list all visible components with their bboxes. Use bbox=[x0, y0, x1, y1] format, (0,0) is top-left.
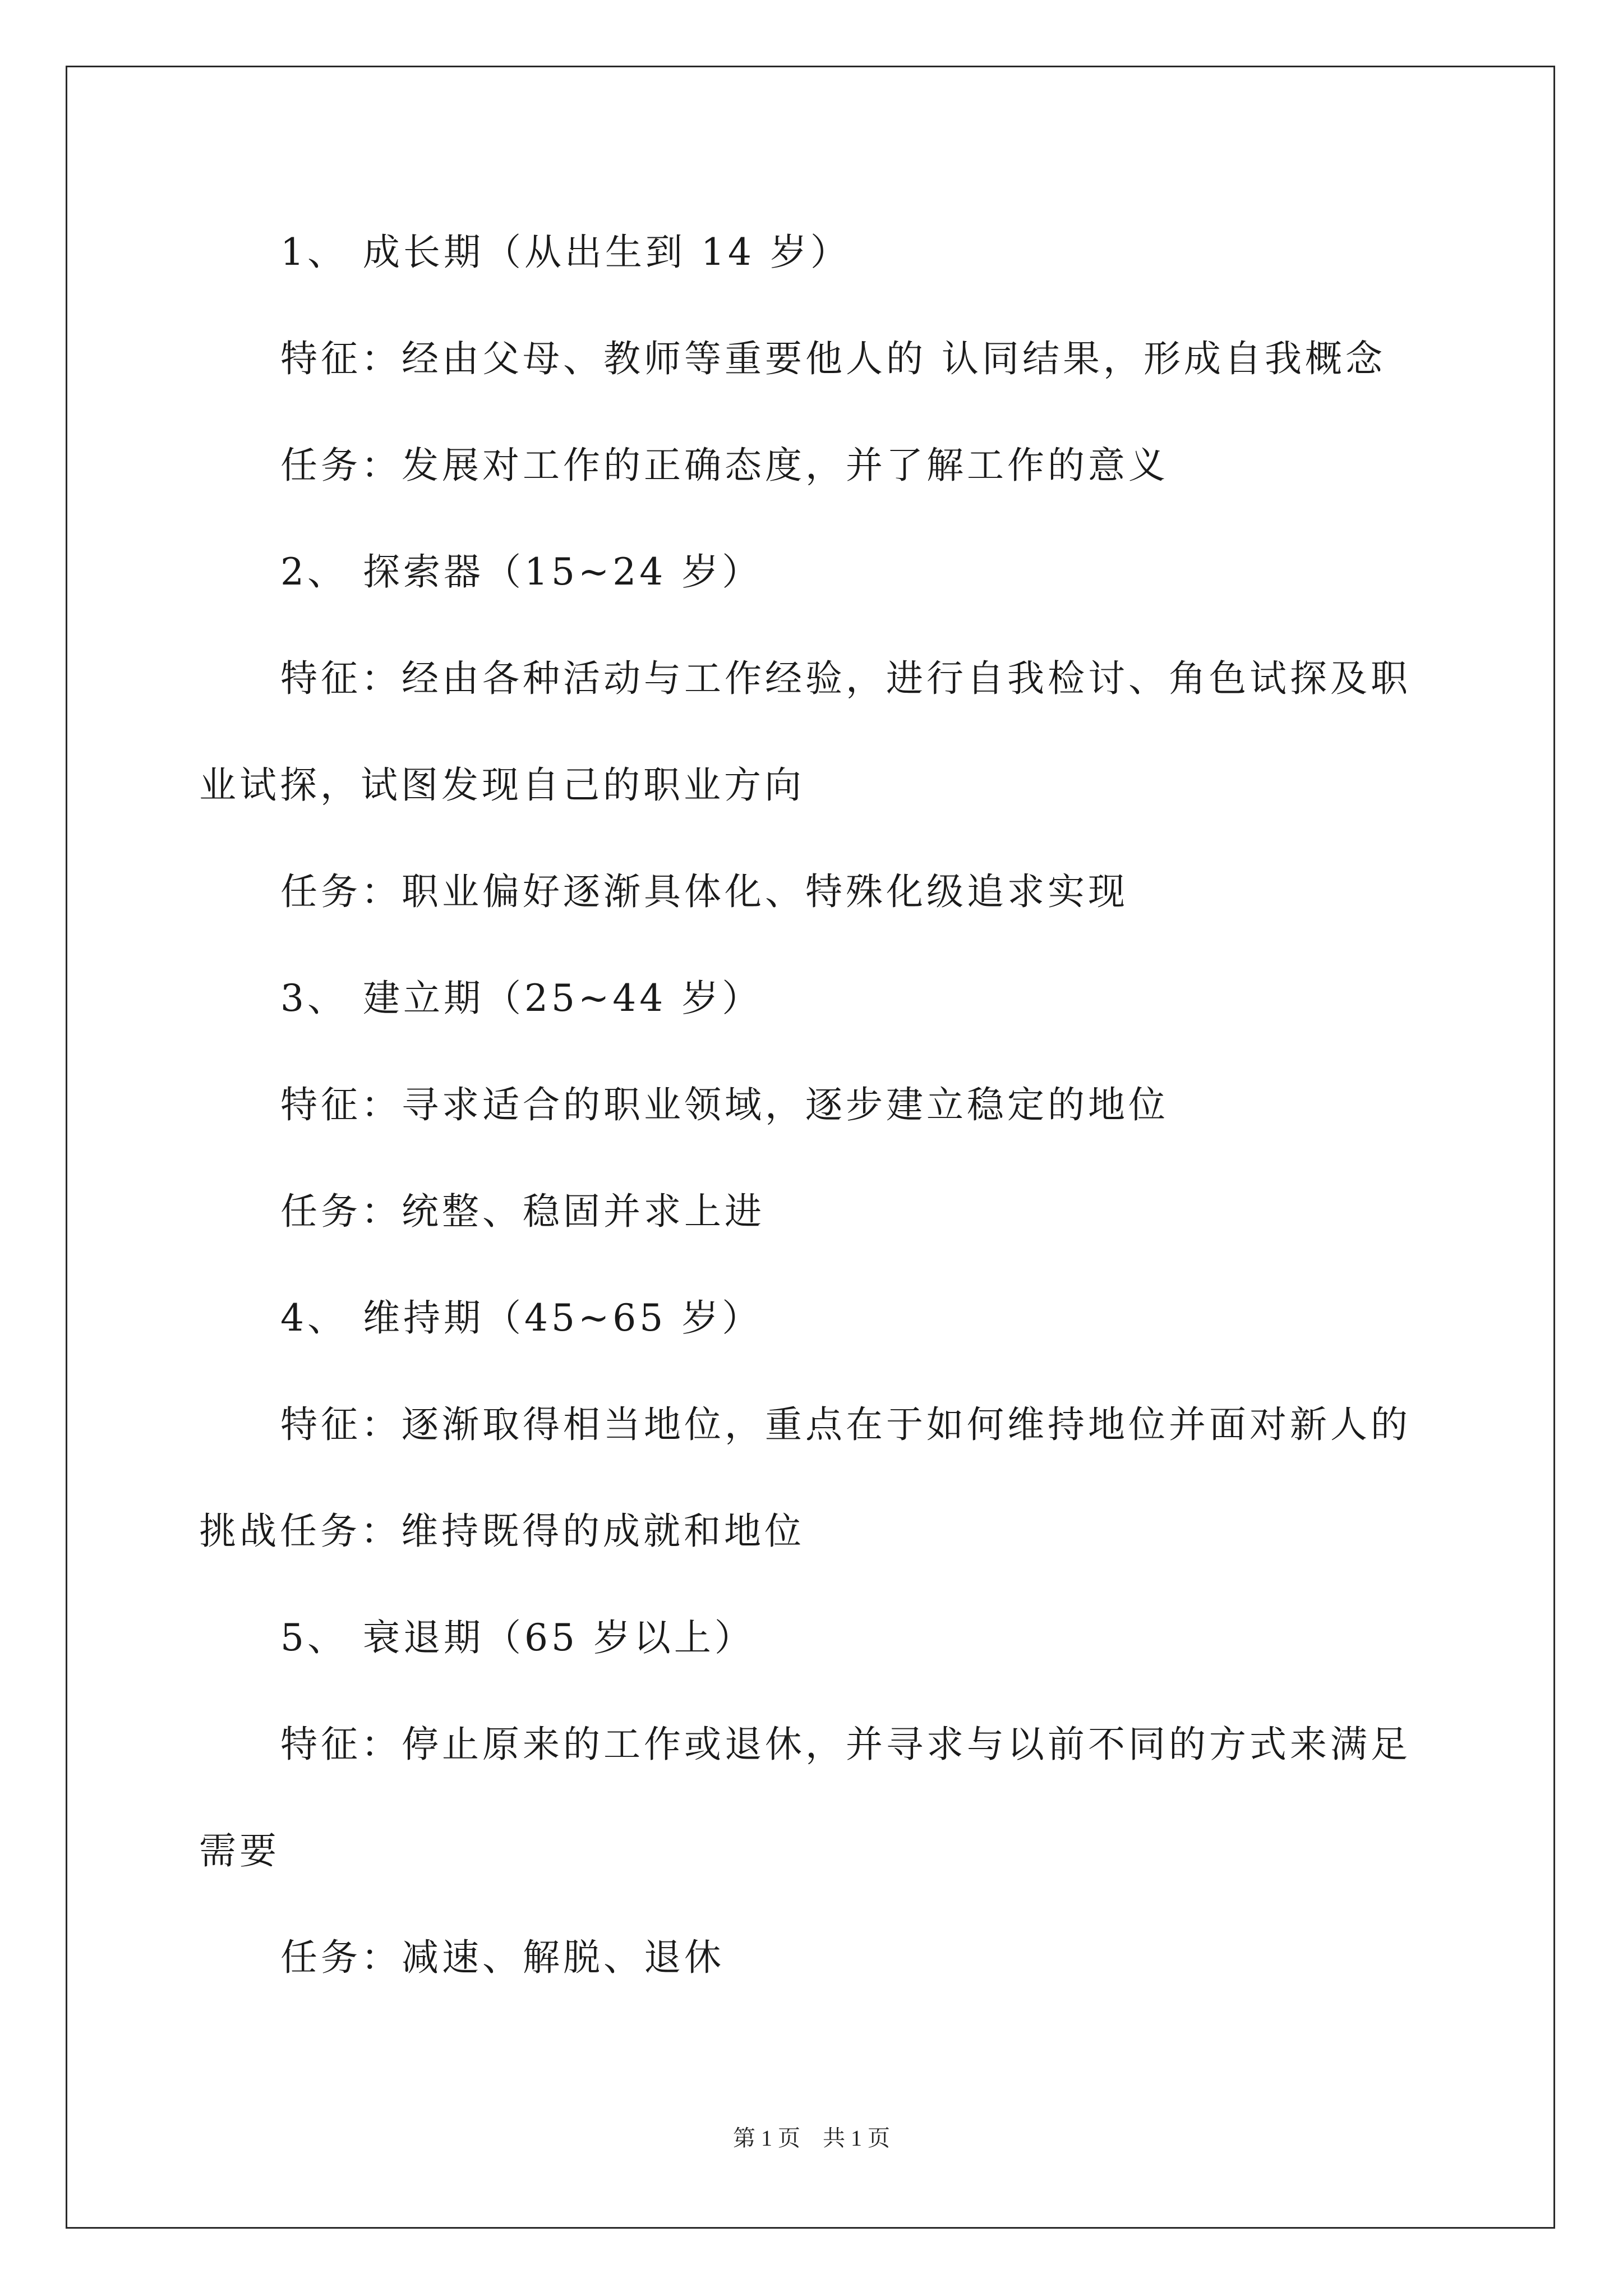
decline-features: 特征：停止原来的工作或退休，并寻求与以前不同的方式来满足 bbox=[280, 1723, 1411, 1766]
exploration-tasks: 任务：职业偏好逐渐具体化、特殊化级追求实现 bbox=[280, 870, 1128, 913]
decline-tasks: 任务：减速、解脱、退休 bbox=[280, 1936, 725, 1979]
exploration-features: 特征：经由各种活动与工作经验，进行自我检讨、角色试探及职 bbox=[280, 657, 1411, 700]
establishment-tasks: 任务：统整、稳固并求上进 bbox=[280, 1190, 765, 1233]
growth-tasks: 任务：发展对工作的正确态度，并了解工作的意义 bbox=[280, 444, 1169, 487]
decline-features-cont: 需要 bbox=[199, 1829, 280, 1872]
heading-establishment-stage: 3、 建立期（25~44 岁） bbox=[280, 977, 763, 1020]
page-border bbox=[66, 66, 1555, 2229]
establishment-features: 特征：寻求适合的职业领域，逐步建立稳定的地位 bbox=[280, 1083, 1169, 1126]
page-number-footer: 第 1 页 共 1 页 bbox=[733, 2125, 890, 2151]
heading-maintenance-stage: 4、 维持期（45~65 岁） bbox=[280, 1296, 763, 1340]
growth-features: 特征：经由父母、教师等重要他人的 认同结果，形成自我概念 bbox=[280, 337, 1386, 380]
exploration-features-cont: 业试探，试图发现自己的职业方向 bbox=[199, 763, 805, 807]
heading-growth-stage: 1、 成长期（从出生到 14 岁） bbox=[280, 231, 851, 274]
heading-exploration-stage: 2、 探索器（15~24 岁） bbox=[280, 550, 763, 593]
heading-decline-stage: 5、 衰退期（65 岁以上） bbox=[280, 1616, 755, 1659]
maintenance-features-cont: 挑战任务：维持既得的成就和地位 bbox=[199, 1510, 805, 1553]
maintenance-features: 特征：逐渐取得相当地位，重点在于如何维持地位并面对新人的 bbox=[280, 1403, 1411, 1446]
